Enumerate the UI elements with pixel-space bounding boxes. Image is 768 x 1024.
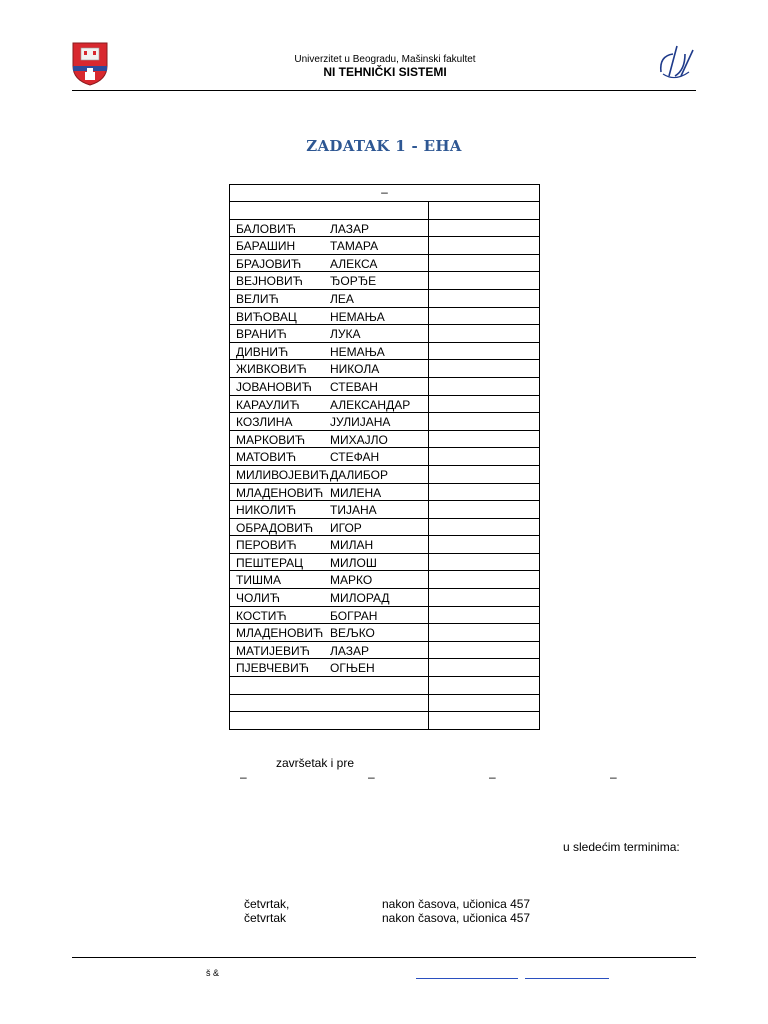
student-surname: ВИЋОВАЦ [236,309,297,324]
student-first-name: НИКОЛА [330,362,380,377]
department-name: NI TEHNIČKI SISTEMI [323,65,447,79]
terms-label: u sledećim terminima: [563,840,680,854]
student-first-name: МИХАЈЛО [330,432,388,447]
student-first-name: ЛАЗАР [330,221,369,236]
student-surname: НИКОЛИЋ [236,503,297,518]
table-row [230,290,539,308]
student-first-name: БОГРАН [330,608,378,623]
student-surname: ВЕЈНОВИЋ [236,274,303,289]
table-row [230,272,539,290]
student-first-name: НЕМАЊА [330,309,385,324]
term-1-info: nakon časova, učionica 457 [382,897,531,911]
table-row [230,255,539,273]
footer-small-text: š & [206,968,220,978]
student-first-name: СТЕФАН [330,450,380,465]
table-row [230,571,539,589]
student-surname: МАРКОВИЋ [236,432,306,447]
student-surname: МИЛИВОЈЕВИЋ [236,467,329,482]
student-first-name: СТЕВАН [330,379,378,394]
student-surname: ПЈЕВЧЕВИЋ [236,661,309,676]
table-row [230,325,539,343]
table-header-row [230,185,539,202]
student-first-name: МИЛОШ [330,555,377,570]
table-row [230,431,539,449]
student-first-name: МИЛАН [330,538,374,553]
student-first-name: ВЕЉКО [330,626,375,641]
student-first-name: НЕМАЊА [330,344,385,359]
table-row [230,466,539,484]
student-first-name: ТАМАРА [330,239,379,254]
student-first-name: ТИЈАНА [330,503,377,518]
deadline-label: završetak i pre [276,756,355,770]
table-row [230,519,539,537]
student-surname: БАЛОВИЋ [236,221,296,236]
student-first-name: ЈУЛИЈАНА [330,415,391,430]
student-first-name: АЛЕКСА [330,256,378,271]
table-row [230,237,539,255]
dash-4: – [610,770,617,784]
table-row [230,448,539,466]
table-row [230,308,539,326]
student-first-name: АЛЕКСАНДАР [330,397,411,412]
student-surname: КОСТИЋ [236,608,287,623]
student-surname: ДИВНИЋ [236,344,289,359]
dash-3: – [489,770,496,784]
table-row [230,396,539,414]
table-row [230,536,539,554]
student-first-name: ЂОРЂЕ [330,274,377,289]
table-row [230,642,539,660]
student-first-name: ЛАЗАР [330,643,369,658]
university-crest-icon [72,42,108,86]
term-2-day: četvrtak [244,911,287,925]
footer-link-2[interactable] [525,978,609,979]
table-row [230,659,539,677]
student-first-name: ЛЕА [330,291,354,306]
table-row [230,501,539,519]
student-surname: МАТОВИЋ [236,450,297,465]
table-row [230,677,539,695]
faculty-logo-icon [655,42,697,86]
term-2-info: nakon časova, učionica 457 [382,911,531,925]
student-surname: ОБРАДОВИЋ [236,520,314,535]
header-divider [72,90,696,91]
student-surname: ЈОВАНОВИЋ [236,379,312,394]
table-row [230,589,539,607]
student-first-name: ИГОР [330,520,362,535]
student-surname: ВЕЛИЋ [236,291,279,306]
university-name: Univerzitet u Beogradu, Mašinski fakultet [294,54,476,65]
student-surname: МАТИЈЕВИЋ [236,643,310,658]
student-surname: ВРАНИЋ [236,327,287,342]
student-surname: МЛАДЕНОВИЋ [236,485,324,500]
student-table [229,184,540,730]
student-surname: КОЗЛИНА [236,415,293,430]
table-row [230,360,539,378]
student-first-name: МИЛЕНА [330,485,382,500]
student-surname: МЛАДЕНОВИЋ [236,626,324,641]
table-row [230,343,539,361]
table-row [230,484,539,502]
student-surname: БРАЈОВИЋ [236,256,302,271]
table-row [230,413,539,431]
dash-1: – [240,770,247,784]
student-surname: БАРАШИН [236,239,296,254]
student-first-name: ДАЛИБОР [330,467,388,482]
table-row [230,554,539,572]
student-first-name: ОГЊЕН [330,661,375,676]
table-subheader-row [230,202,539,220]
student-surname: ПЕРОВИЋ [236,538,297,553]
table-header-dash: – [381,185,388,199]
table-row [230,624,539,642]
table-row [230,712,539,730]
student-surname: ЧОЛИЋ [236,591,280,606]
footer-link-1[interactable] [416,978,518,979]
term-1-day: četvrtak, [244,897,290,911]
table-row [230,695,539,713]
student-first-name: МИЛОРАД [330,591,390,606]
table-row [230,378,539,396]
dash-2: – [368,770,375,784]
table-row [230,607,539,625]
student-first-name: ЛУКА [330,327,361,342]
table-row [230,220,539,238]
footer-divider [72,957,696,958]
student-surname: ТИШМА [236,573,281,588]
student-surname: ПЕШТЕРАЦ [236,555,304,570]
student-surname: ЖИВКОВИЋ [236,362,307,377]
assignment-title: ZADATAK 1 - EHA [306,137,462,155]
student-surname: КАРАУЛИЋ [236,397,300,412]
student-first-name: МАРКО [330,573,373,588]
